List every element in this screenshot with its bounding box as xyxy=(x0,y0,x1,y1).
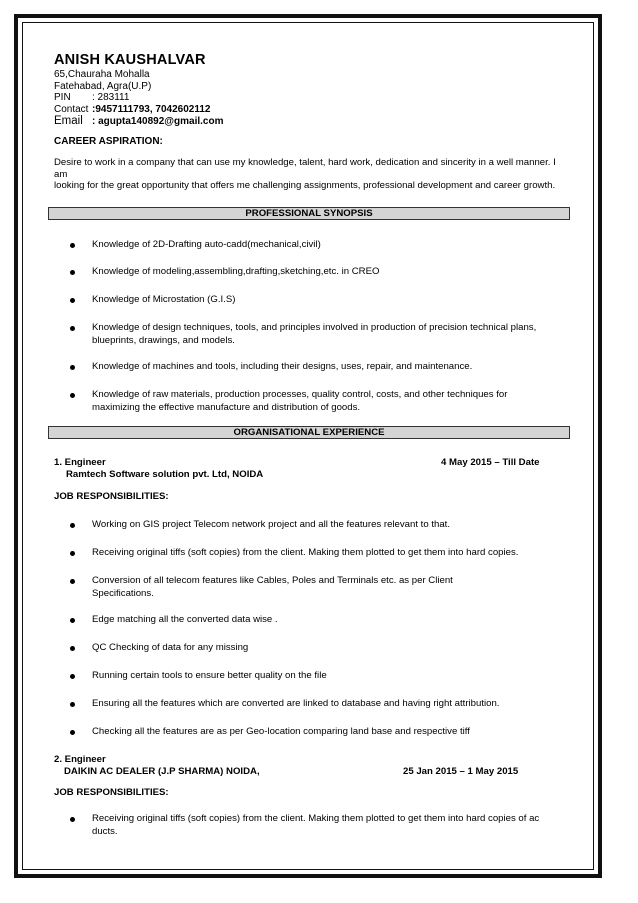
job-1-company: Ramtech Software solution pvt. Ltd, NOIDA xyxy=(66,469,264,480)
email-value: : agupta140892@gmail.com xyxy=(92,116,224,127)
contact-row xyxy=(54,104,570,116)
bullet-icon xyxy=(70,702,75,707)
bullet-icon xyxy=(70,270,75,275)
pin-value: : 283111 xyxy=(92,92,130,103)
bullet-icon xyxy=(70,365,75,370)
bullet-icon xyxy=(70,523,75,528)
bullet-icon xyxy=(70,579,75,584)
career-text xyxy=(54,157,570,192)
bullet-icon xyxy=(70,326,75,331)
email-label: Email xyxy=(54,115,83,127)
address-line-2: Fatehabad, Agra(U.P) xyxy=(54,80,152,92)
contact-value: :9457111793, 7042602112 xyxy=(92,103,211,115)
page-border-inner xyxy=(22,22,594,870)
bullet-icon xyxy=(70,618,75,623)
address-line-1: 65,Chauraha Mohalla xyxy=(54,69,150,80)
career-line-2: am xyxy=(54,168,68,180)
bullet-icon xyxy=(70,646,75,651)
pin-label: PIN xyxy=(54,92,71,103)
pin-row xyxy=(54,92,570,104)
bullet-icon xyxy=(70,298,75,303)
job-2-responsibilities-heading: JOB RESPONSIBILITIES: xyxy=(54,787,169,798)
job-2-company: DAIKIN AC DEALER (J.P SHARMA) NOIDA, xyxy=(64,766,260,777)
bullet-icon xyxy=(70,393,75,398)
job-2-dates: 25 Jan 2015 – 1 May 2015 xyxy=(403,766,519,777)
experience-heading-bar: ORGANISATIONAL EXPERIENCE xyxy=(48,426,570,439)
contact-label: Contact xyxy=(54,103,89,115)
email-row xyxy=(54,115,570,128)
job-2-title: 2. Engineer xyxy=(54,754,106,765)
job-1-dates: 4 May 2015 – Till Date xyxy=(441,457,540,468)
career-heading: CAREER ASPIRATION: xyxy=(54,136,163,147)
bullet-icon xyxy=(70,817,75,822)
synopsis-heading-bar: PROFESSIONAL SYNOPSIS xyxy=(48,207,570,220)
resume-header xyxy=(54,52,570,128)
career-line-3: looking for the great opportunity that offers me challenging assignments, professional development and career growth. xyxy=(54,180,556,192)
bullet-icon xyxy=(70,551,75,556)
bullet-icon xyxy=(70,243,75,248)
bullet-icon xyxy=(70,730,75,735)
candidate-name: ANISH KAUSHALVAR xyxy=(54,52,206,68)
bullet-icon xyxy=(70,674,75,679)
job-1-title: 1. Engineer xyxy=(54,457,106,468)
job-1-responsibilities-heading: JOB RESPONSIBILITIES: xyxy=(54,491,169,502)
career-line-1: Desire to work in a company that can use my knowledge, talent, hard work, dedication and sincerity in a well manner. I xyxy=(54,157,556,168)
